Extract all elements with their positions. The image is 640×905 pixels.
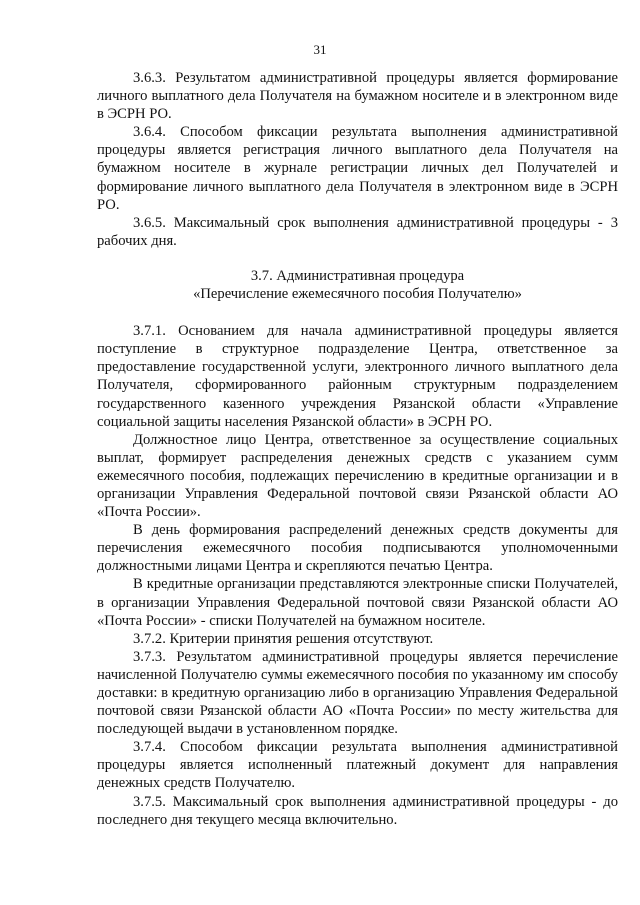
paragraph-official-distribution: Должностное лицо Центра, ответственное за осуществление социальных выплат, формирует распределения денежных средств с указанием сумм ежемесячного пособия, подлежащих перечислению в кредитные организации и в организации Управления Федеральной почтовой связи Рязанской области АО «Почта России».	[97, 431, 618, 521]
section-heading-subtitle: «Перечисление ежемесячного пособия Получателю»	[193, 286, 522, 303]
paragraph-3-7-5: 3.7.5. Максимальный срок выполнения административной процедуры - до последнего дня текущего месяца включительно.	[97, 793, 618, 828]
paragraph-3-7-3: 3.7.3. Результатом административной процедуры является перечисление начисленной Получателю суммы ежемесячного пособия по указанному им способу доставки: в кредитную организацию либо в организацию Управления Федеральной почтовой связи Рязанской области АО «Почта России» по месту жительства для последующей выдачи в установленном порядке.	[97, 648, 618, 738]
paragraph-3-7-4: 3.7.4. Способом фиксации результата выполнения административной процедуры является исполненный платежный документ для направления денежных средств Получателю.	[97, 739, 618, 792]
paragraph-3-7-1: 3.7.1. Основанием для начала административной процедуры является поступление в структурное подразделение Центра, ответственное за предоставление государственной услуги, электронного личного выплатного дела Получателя, сформированного районным структурным подразделением государственного казенного учреждения Рязанской области «Управление социальной защиты населения Рязанской области» в ЭСРН РО.	[97, 323, 618, 430]
document-body	[97, 69, 618, 829]
paragraph-3-6-3: 3.6.3. Результатом административной процедуры является формирование личного выплатного дела Получателя на бумажном носителе и в электронном виде в ЭСРН РО.	[97, 70, 618, 123]
paragraph-recipient-lists: В кредитные организации представляются электронные списки Получателей, в организации Управления Федеральной почтовой связи Рязанской области АО «Почта России» - списки Получателей на бумажном носителе.	[97, 576, 618, 629]
paragraph-3-6-4: 3.6.4. Способом фиксации результата выполнения административной процедуры является регистрация личного выплатного дела Получателя на бумажном носителе в журнале регистрации личных дел Получателей и формирование личного выплатного дела Получателя в электронном виде в ЭСРН РО.	[97, 124, 618, 213]
paragraph-documents-signing: В день формирования распределений денежных средств документы для перечисления ежемесячного пособия подписываются уполномоченными должностными лицами Центра и скрепляются печатью Центра.	[97, 522, 618, 575]
paragraph-3-6-5: 3.6.5. Максимальный срок выполнения административной процедуры - 3 рабочих дня.	[97, 214, 618, 249]
section-heading-3-7	[97, 267, 618, 303]
page-number: 31	[313, 42, 327, 57]
section-heading-title: 3.7. Административная процедура	[250, 267, 465, 284]
paragraph-3-7-2: 3.7.2. Критерии принятия решения отсутствуют.	[133, 630, 434, 647]
